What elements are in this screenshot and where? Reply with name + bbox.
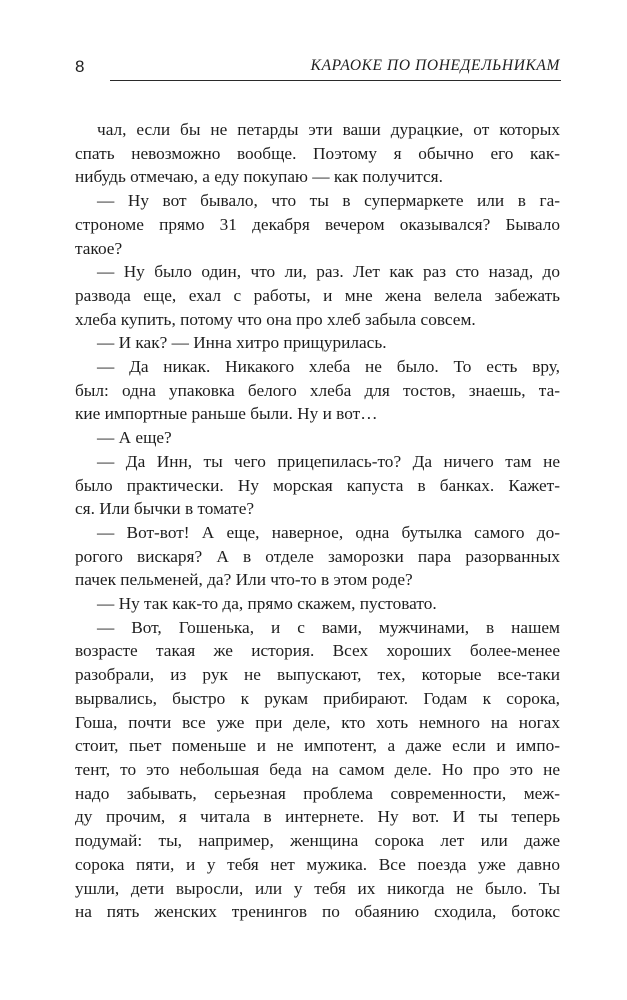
text-line: стоит, пьет поменьше и не импотент, а даже если и импо-	[75, 736, 560, 756]
paragraph	[75, 450, 560, 521]
text-line: вырвались, быстро к рукам прибирают. Годам к сорока,	[75, 688, 560, 708]
text-line: тент, то это небольшая беда на самом деле. Но про это не	[75, 759, 560, 779]
text-line: надо забывать, серьезная проблема современности, меж-	[75, 783, 560, 803]
text-line: ушли, дети выросли, или у тебя их никогда не было. Ты	[75, 878, 560, 898]
text-line: подумай: ты, например, женщина сорока лет или даже	[75, 831, 560, 851]
text-line: нибудь отмечаю, а еду покупаю — как получится.	[75, 167, 443, 187]
text-line: развода еще, ехал с работы, и мне жена велела забежать	[75, 285, 560, 305]
text-line: — Ну так как-то да, прямо скажем, пустовато.	[97, 594, 437, 614]
text-line: хлеба купить, потому что она про хлеб забыла совсем.	[75, 309, 476, 329]
text-line: сорока пяти, и у тебя нет мужика. Все поезда уже давно	[75, 854, 560, 874]
text-line: такое?	[75, 238, 123, 258]
text-line: возрасте такая же история. Всех хороших более-менее	[75, 641, 560, 661]
paragraph	[75, 355, 560, 426]
text-line: — Ну вот бывало, что ты в супермаркете или в га-	[97, 191, 560, 211]
paragraph	[75, 521, 560, 592]
text-line: спать невозможно вообще. Поэтому я обычно его как-	[75, 143, 560, 163]
text-line: строноме прямо 31 декабря вечером оказывался? Бывало	[75, 214, 560, 234]
text-line: чал, если бы не петарды эти ваши дурацкие, от которых	[97, 120, 560, 139]
text-line: — Да никак. Никакого хлеба не было. То есть вру,	[97, 357, 560, 377]
paragraph	[75, 616, 560, 924]
text-line: — Вот-вот! А еще, наверное, одна бутылка самого до-	[97, 522, 560, 542]
text-line: разобрали, из рук не выпускают, тех, которые все-таки	[75, 665, 560, 685]
text-line: Гоша, почти все уже при деле, кто хоть немного на ногах	[75, 712, 560, 732]
text-line: был: одна упаковка белого хлеба для тостов, знаешь, та-	[75, 380, 560, 400]
header-rule	[110, 80, 561, 81]
text-line: пачек пельменей, да? Или что-то в этом роде?	[75, 570, 413, 590]
text-line: рогого вискаря? А в отделе заморозки пара разорванных	[75, 546, 560, 566]
text-line: — Ну было один, что ли, раз. Лет как раз сто назад, до	[97, 262, 560, 282]
paragraph	[75, 118, 560, 189]
text-line: — Вот, Гошенька, и с вами, мужчинами, в нашем	[97, 617, 560, 637]
text-line: — И как? — Инна хитро прищурилась.	[97, 333, 387, 353]
paragraph	[75, 260, 560, 331]
running-title: КАРАОКЕ ПО ПОНЕДЕЛЬНИКАМ	[310, 57, 560, 74]
text-line: — Да Инн, ты чего прицепилась-то? Да ничего там не	[97, 451, 560, 471]
text-line: ся. Или бычки в томате?	[75, 499, 255, 519]
text-line: было практически. Ну морская капуста в банках. Кажет-	[75, 475, 560, 495]
text-line: — А еще?	[97, 428, 172, 448]
text-line: ду прочим, я читала в интернете. Ну вот. И ты теперь	[75, 807, 560, 827]
text-line: кие импортные раньше были. Ну и вот…	[75, 404, 378, 424]
text-line: на пять женских тренингов по обаянию сходила, ботокс	[75, 902, 560, 922]
page-number: 8	[75, 57, 85, 76]
body-text	[75, 118, 560, 924]
paragraph	[75, 189, 560, 260]
paragraph	[75, 592, 560, 616]
paragraph	[75, 331, 560, 355]
paragraph	[75, 426, 560, 450]
